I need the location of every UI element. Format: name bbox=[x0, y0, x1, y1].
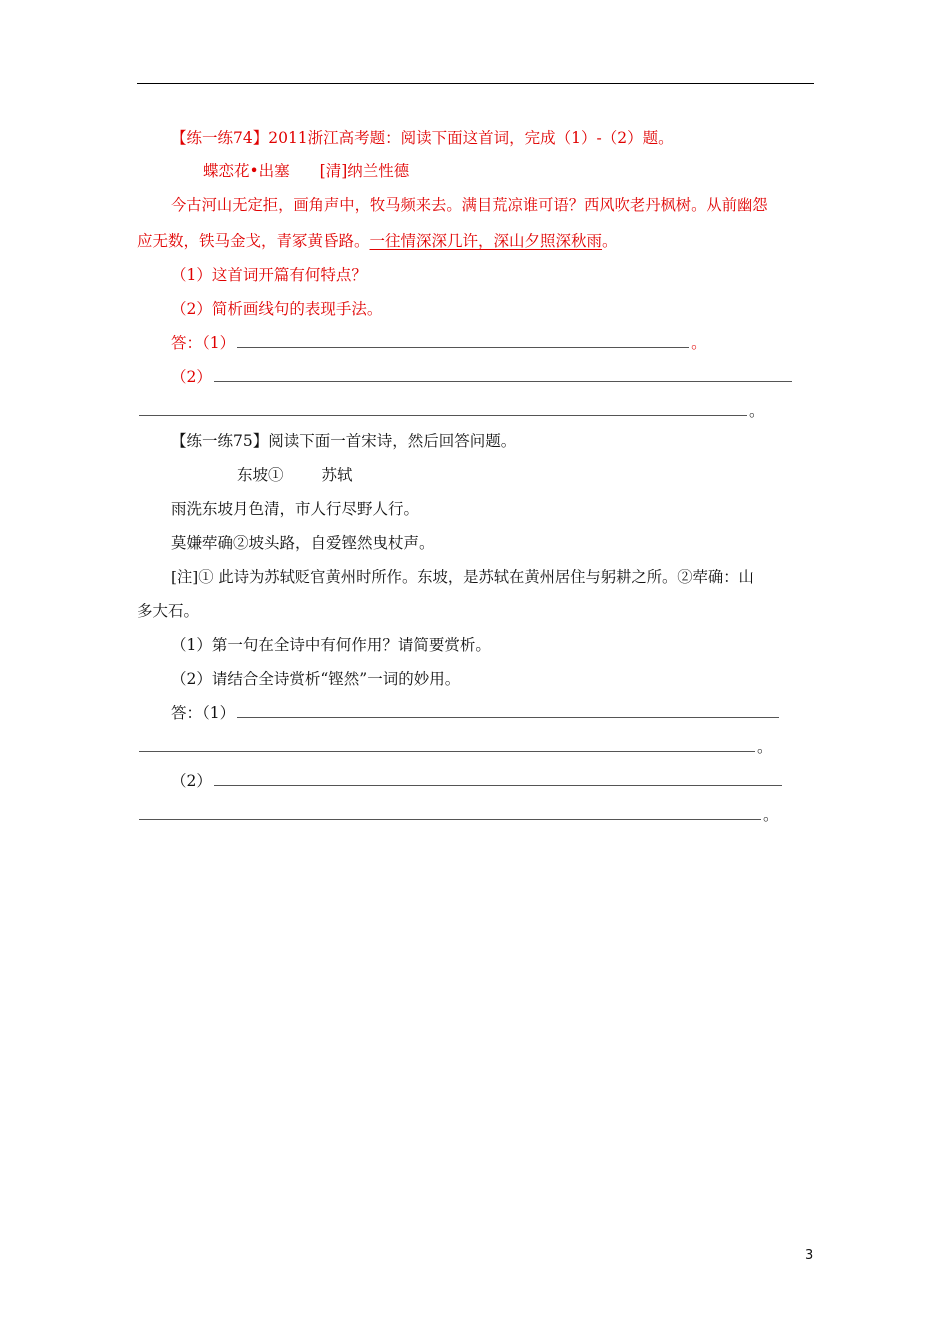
answer-75-2-continuation bbox=[137, 805, 779, 825]
punctuation: 。 bbox=[757, 738, 773, 756]
answer-74-2-continuation bbox=[137, 401, 765, 421]
poem-title: 东坡① bbox=[237, 466, 284, 484]
punctuation: 。 bbox=[763, 806, 779, 824]
poem-title-line bbox=[237, 465, 353, 485]
answer-74-2-row bbox=[171, 367, 794, 387]
page-number: 3 bbox=[805, 1248, 814, 1263]
answer-blank[interactable] bbox=[214, 773, 782, 786]
poem-title-line bbox=[203, 161, 409, 181]
verse-1: 雨洗东坡月色清，市人行尽野人行。 bbox=[171, 500, 420, 518]
question-75-1: （1）第一句在全诗中有何作用？请简要赏析。 bbox=[171, 636, 491, 654]
poem-author: [清]纳兰性德 bbox=[319, 162, 410, 180]
punctuation: 。 bbox=[691, 334, 707, 352]
poem-body-line-2 bbox=[137, 231, 618, 251]
question-74-2: （2）简析画线句的表现手法。 bbox=[171, 300, 383, 318]
poem-body-line-1: 今古河山无定拒，画角声中，牧马频来去。满目荒凉谁可语？西风吹老丹枫树。从前幽怨 bbox=[171, 196, 768, 214]
answer-74-1-row bbox=[171, 333, 707, 353]
answer-75-2-row bbox=[171, 771, 784, 791]
exercise-75-heading: 【练一练75】阅读下面一首宋诗，然后回答问题。 bbox=[171, 432, 517, 450]
punctuation: 。 bbox=[602, 232, 618, 250]
answer-label: 答：（1） bbox=[171, 704, 236, 722]
poem-author: 苏轼 bbox=[321, 466, 353, 484]
answer-75-1-continuation bbox=[137, 737, 773, 757]
answer-label: （2） bbox=[171, 772, 212, 790]
note-line-1: [注]① 此诗为苏轼贬官黄州时所作。东坡，是苏轼在黄州居住与躬耕之所。②荦确：山 bbox=[171, 568, 754, 586]
header-rule bbox=[137, 83, 814, 84]
answer-blank[interactable] bbox=[139, 807, 761, 820]
answer-blank[interactable] bbox=[214, 369, 792, 382]
answer-75-1-row bbox=[171, 703, 781, 723]
answer-blank[interactable] bbox=[139, 403, 747, 416]
answer-label: （2） bbox=[171, 368, 212, 386]
poem-title: 蝶恋花•出塞 bbox=[203, 162, 290, 180]
punctuation: 。 bbox=[749, 402, 765, 420]
question-74-1: （1）这首词开篇有何特点？ bbox=[171, 266, 367, 284]
verse-2: 莫嫌荦确②坡头路，自爱铿然曳杖声。 bbox=[171, 534, 435, 552]
answer-blank[interactable] bbox=[139, 739, 755, 752]
answer-blank[interactable] bbox=[237, 335, 689, 348]
answer-blank[interactable] bbox=[237, 705, 779, 718]
exercise-74-heading: 【练一练74】2011浙江高考题：阅读下面这首词，完成（1）-（2）题。 bbox=[171, 129, 674, 147]
underlined-lines: 一往情深深几许，深山夕照深秋雨 bbox=[369, 232, 603, 250]
poem-body-plain: 应无数，铁马金戈，青冢黄昏路。 bbox=[137, 232, 370, 250]
note-line-2: 多大石。 bbox=[137, 602, 200, 620]
answer-label: 答：（1） bbox=[171, 334, 236, 352]
question-75-2: （2）请结合全诗赏析“铿然”一词的妙用。 bbox=[171, 670, 461, 688]
